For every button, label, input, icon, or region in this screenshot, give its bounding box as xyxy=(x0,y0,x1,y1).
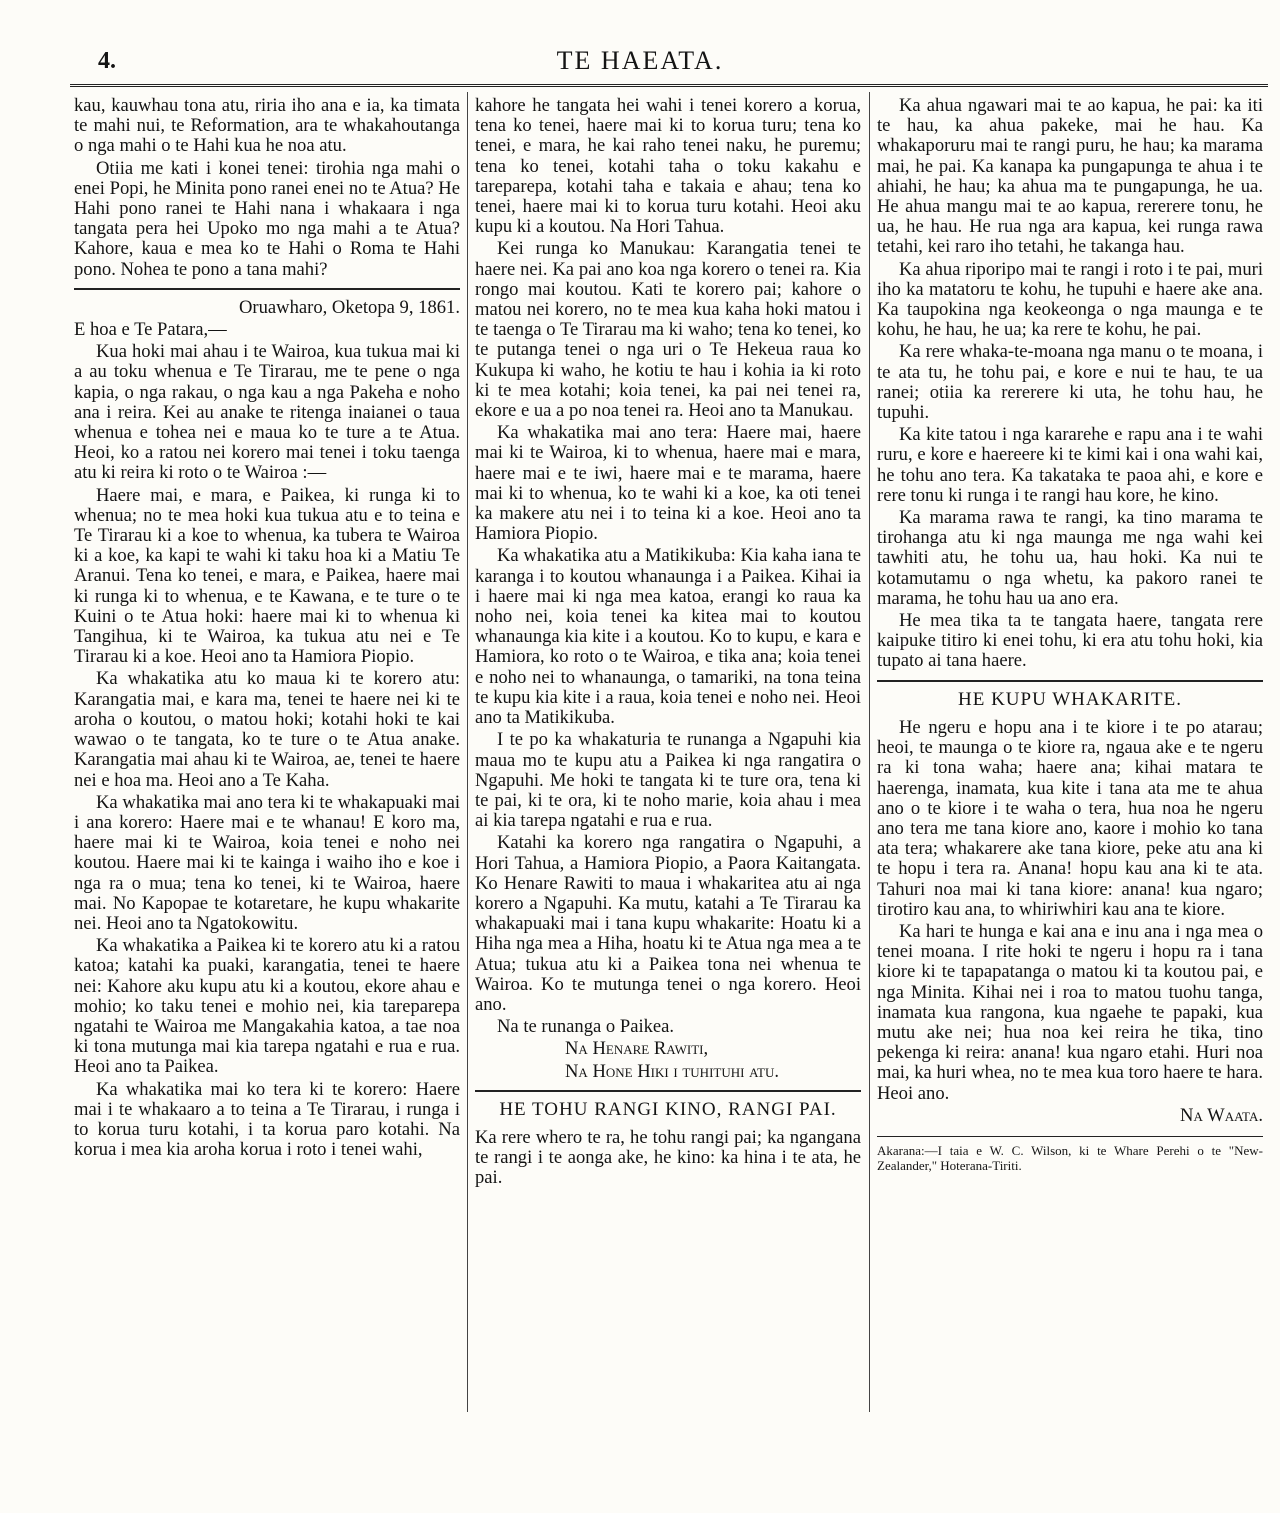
paragraph: Ka rere whaka-te-moana nga manu o te moana, i te ata tu, he tohu pai, e kore e nui te hau, te ua ranei; otiia ka rererere ki uta, he tohu hau, he tupuhi. xyxy=(877,341,1263,424)
paragraph: Katahi ka korero nga rangatira o Ngapuhi, a Hori Tahua, a Hamiora Piopio, a Paora Kaitangata. Ko Henare Rawiti to maua i whakaritea atu ai nga korero a Ngapuhi. Ka mutu, katahi a Te Tirarau ka whakapuaki mai i tana kupu whakarite: Hoatu ki a Hiha nga mea a Hiha, hoatu ki te Atua nga mea a te Atua; tukua atu ki a Paikea tona nei whenua te Wairoa. Ko te mutunga tenei o nga korero. Heoi ano. xyxy=(475,832,861,1015)
paragraph: Ka whakatika atu a Matikikuba: Kia kaha iana te karanga i to koutou whanaunga i a Paikea. Kihai ia i haere mai ki nga mea katoa, erangi ko raua ka noho nei, koia tenei ka kitea mai to koutou whanaunga kia kite i a koutou. Ko to kupu, e kara e Hamiora, ko roto o te Wairoa, e tika ana; koia tenei e noho nei to whanaunga, o tamariki, na tona teina te kupu kia kite i a raua, koia tenei e noho nei. Heoi ano ta Matikikuba. xyxy=(475,545,861,729)
column-1 xyxy=(74,96,460,1162)
column-3 xyxy=(877,96,1263,1175)
section-heading: HE KUPU WHAKARITE. xyxy=(958,688,1182,710)
paragraph: Ka whakatika mai ano tera: Haere mai, haere mai ki te Wairoa, ki to whenua, haere mai e mara, haere mai e te iwi, haere mai e te marama, haere mai ki to whenua, ko te wahi ki a koe, ka oti tenei ka makere atu nei i to teina ki a koe. Heoi ano ta Hamiora Piopio. xyxy=(475,422,861,545)
printer-imprint: Akarana:—I taia e W. C. Wilson, ki te Whare Perehi o te "New-Zealander," Hoterana-Tiriti. xyxy=(877,1142,1263,1173)
paragraph: He ngeru e hopu ana i te kiore i te po atarau; heoi, te maunga o te kiore ra, ngaua ake e te ngeru ra ki tona waha; haere ana; kihai matara te haerenga, inamata, kua kite i tana ata me te ahua ano o te kiore i te waha o tera, hua noa he ngeru ano tera me tana kiore ano, kaore i mohio ko tana ata tera; whakarere ake tana kiore, peke atu ana ki te hopu i tera ra. Anana! hopu kau ana ki te ata. Tahuri noa mai ki tana kiore: anana! kua ngaro; tirotiro kau ana, to whiriwhiri kau ana te kiore. xyxy=(877,716,1263,920)
paragraph: He mea tika ta te tangata haere, tangata rere kaipuke titiro ki enei tohu, ki era atu tohu hoki, kia tupato ai tana haere. xyxy=(877,610,1263,672)
imprint-rule xyxy=(877,1136,1263,1137)
paragraph: Ka ahua riporipo mai te rangi i roto i te pai, muri iho ka matatoru te kohu, he tupuhi e haere ake ana. Ka taupokina nga keokeonga o nga maunga e te kohu, he hau, he ua; ka rere te kohu, he pai. xyxy=(877,258,1263,341)
paragraph: I te po ka whakaturia te runanga a Ngapuhi kia maua mo te kupu atu a Paikea ki nga rangatira o Ngapuhi. Me hoki te tangata ki te ture ora, tena ki te pai, ki te ora, ki te noho marie, koia ahau i mea ai kia tarepa ngatahi e rua e rua. xyxy=(475,729,861,832)
signature: Na Hone Hiki i tuhituhi atu. xyxy=(565,1060,780,1082)
paragraph: kahore he tangata hei wahi i tenei korero a korua, tena ko tenei, haere mai ki to korua turu; tena ko tenei, e mara, he kai raho tenei naku, he puremu; tena ko tenei, kotahi taha o toku kakahu e tareparepa, kotahi taha e takaia e ahau; tena ko tenei, haere mai ki to korua turu kotahi. Heoi aku kupu ki a koutou. Na Hori Tahua. xyxy=(475,95,861,238)
paragraph: Ka whakatika mai ano tera ki te whakapuaki mai i ana korero: Haere mai e te whanau! E koro ma, haere mai ki te Wairoa, koia tenei e noho nei koutou. Haere mai ki te kainga i waiho iho e koe i nga ra o mua; tena ko tenei, ki te Wairoa, haere mai. No Kapopae te kotaretare, he kupu whakarite nei. Heoi ano ta Ngatokowitu. xyxy=(74,791,460,934)
page-number: 4. xyxy=(98,48,116,74)
paragraph: Ka whakatika mai ko tera ki te korero: Haere mai i te whakaaro a to teina a Te Tirarau, i runga i to korua turu kotahi, i ta korua paro kotahi. Na korua i mea kia aroha korua i roto i tenei wahi, xyxy=(74,1078,460,1161)
signature: Na Waata. xyxy=(1180,1104,1263,1126)
paragraph: Haere mai, e mara, e Paikea, ki runga ki to whenua; no te mea hoki kua tukua atu e to teina e Te Tirarau ki a koe to whenua, ka tubera te Wairoa ki a koe, ka kapi te wahi ki taku hoa ki a Matiu Te Aranui. Tena ko tenei, e mara, e Paikea, haere mai ki runga ki to whenua, e te Kawana, e te ture o te Kuini o te Atua hoki: haere mai ki to whenua ki Tangihua, ki te Wairoa, ka tukua atu nei e Te Tirarau ki a koe. Heoi ano ta Hamiora Piopio. xyxy=(74,484,460,668)
section-rule xyxy=(877,680,1263,682)
paragraph: Ka marama rawa te rangi, ka tino marama te tirohanga atu ki nga maunga me nga wahi kei tawhiti atu, he tohu ua, hau hoki. Ka nui te kotamutamu o nga whetu, ka pakoro ranei te marama, he tohu hau ua ano era. xyxy=(877,507,1263,609)
paragraph: Kei runga ko Manukau: Karangatia tenei te haere nei. Ka pai ano koa nga korero o tenei ra. Kia rongo mai koutou. Kati te korero pai; kahore o matou nei korero, no te mea kua kaha hoki matou i te taenga o Te Tirarau ma ki waho; tena ko tenei, ko te putanga tenei o nga uri o Te Hekeua raua ko Kukupa ki waho, he kotiu te hau i kohia ia ki roto ki te mea kotahi; koia tenei, ka pai nei tenei ra, ekore e ua a po noa tenei ra. Heoi ano ta Manukau. xyxy=(475,238,861,422)
paragraph: Ka whakatika atu ko maua ki te korero atu: Karangatia mai, e kara ma, tenei te haere nei ki te aroha o koutou, o matou hoki; kotahi hoki te kai wawao o te tangata, ko te ture o te Atua anake. Karangatia mai ahau ki te Wairoa, ae, tenei te haere nei e hoa ma. Heoi ano a Te Kaha. xyxy=(74,668,460,791)
paragraph: Ka rere whero te ra, he tohu rangi pai; ka ngangana te rangi i te aonga ake, he kino: ka hina i te ata, he pai. xyxy=(475,1126,861,1189)
paragraph: Ka whakatika a Paikea ki te korero atu ki a ratou katoa; katahi ka puaki, karangatia, tenei te haere nei: Kahore aku kupu atu ki a koutou, ekore ahau e mohio; ko taku tenei e mohio nei, kia tareparepa ngatahi te Wairoa me Mangakahia katoa, a tae noa ki tona mutunga mai kia tarepa ngatahi e rua e rua. Heoi ano ta Paikea. xyxy=(74,935,460,1078)
section-rule xyxy=(475,1090,861,1092)
paragraph: Na te runanga o Paikea. xyxy=(497,1016,675,1038)
signature: Na Henare Rawiti, xyxy=(565,1038,709,1060)
column-2 xyxy=(475,96,861,1191)
column-divider xyxy=(467,92,468,1412)
dateline: Oruawharo, Oketopa 9, 1861. xyxy=(238,296,460,318)
paragraph: Otiia me kati i konei tenei: tirohia nga mahi o enei Popi, he Minita pono ranei enei no te Atua? He Hahi pono ranei te Hahi nana i whakaara i nga tangata pera hei Upoko mo nga mahi a te Atua? Kahore, kaua e mea ko te Hahi o Roma te Hahi pono. Nohea te pono a tana mahi? xyxy=(74,157,460,280)
paragraph: Ka hari te hunga e kai ana e inu ana i nga mea o tenei moana. I rite hoki te ngeru i hopu ra i tana kiore ki te tapapatanga o matou ki ta koutou pai, e nga Minita. Kihai nei i roa to matou tuohu tanga, inamata kua rangona, kua ngaehe te papaki, kua mutu ake nei; hua noa kei reira he tika, tino pekenga ki reira: anana! kua ngaro etahi. Huri noa mai, ka huri whea, no te mea kua toro haere te hara. Heoi ano. xyxy=(877,920,1263,1104)
paragraph: kau, kauwhau tona atu, riria iho ana e ia, ka timata te mahi nui, te Reformation, ara te whakahoutanga o nga mahi o te Hahi kua he noa atu. xyxy=(74,95,460,157)
paragraph: Ka ahua ngawari mai te ao kapua, he pai: ka iti te hau, ka ahua pakeke, mai he hau. Ka whakaporuru mai te rangi puru, he hau; ka marama mai, he pai. Ka kanapa ka pungapunga te ahua i te ahiahi, he hau; ka ahua ma te pungapunga, he ua. He ahua mangu mai te ao kapua, rererere tonu, he ua, he hau. He rua nga ara kapua, kei runga rawa tetahi, kei raro iho tetahi, he takanga hau. xyxy=(877,95,1263,258)
header-rule xyxy=(70,84,1268,87)
column-divider xyxy=(869,92,870,1412)
masthead-title: TE HAEATA. xyxy=(556,46,724,75)
paragraph: Kua hoki mai ahau i te Wairoa, kua tukua mai ki a au toku whenua e Te Tirarau, me te pene o nga kapia, o nga rakau, o nga kau a nga Pakeha e noho ana i reira. Kei au anake te ritenga inaianei o taua whenua e tohea nei e maua ko te ture a te Atua. Heoi, ko a ratou nei korero mai tenei i toku taenga atu ki reira ki roto o te Wairoa :— xyxy=(74,341,460,484)
section-heading: HE TOHU RANGI KINO, RANGI PAI. xyxy=(499,1098,837,1120)
paragraph: Ka kite tatou i nga kararehe e rapu ana i te wahi ruru, e kore e haereere ki te kimi kai i ona wahi kai, he tohu ano tera. Ka takataka te paoa ahi, e kore e rere tonu ki runga i te rangi hau kore, he kino. xyxy=(877,424,1263,506)
section-rule xyxy=(74,288,460,290)
salutation: E hoa e Te Patara,— xyxy=(74,319,227,341)
